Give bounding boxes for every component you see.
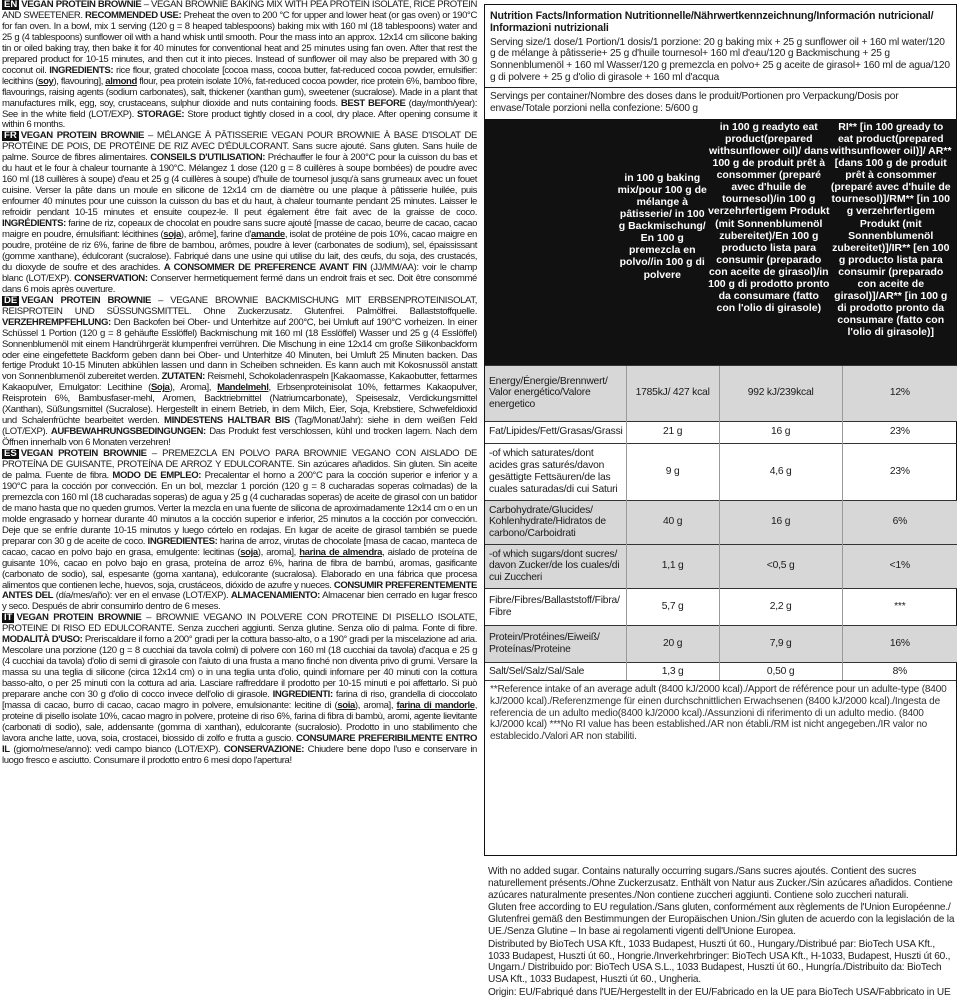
emphasis-text: MODALITÀ D'USO: [2, 634, 83, 646]
emphasis-text: INGREDIENTES: [147, 535, 218, 547]
nutrient-row [485, 625, 957, 662]
body-text: – VEGAN BROWNIE BAKING MIX WITH PEA PROTEIN ISOLATE, RICE PROTEIN AND SWEETENER. [2, 0, 477, 21]
body-text: ), flavouring], [53, 75, 106, 87]
body-text: Reismehl, Schokoladenraspeln [Kakaomasse, Kakaobutter, fettarmes Kakaopulver, Emulgator: Lecithine ( [2, 371, 477, 394]
body-text: ), aroma], [257, 546, 300, 558]
body-text: (JJ/MM/AA): voir le champ blanc (LOT/EXP). [2, 261, 477, 284]
nutrient-label: Protein/Protéines/Eiweiß/ Proteínas/Proteine [485, 625, 626, 662]
body-text: Das Produkt fest verschlossen, kühl und trocken lagern. Nach dem Öffnen innerhalb von 6 Monaten verzehren! [2, 426, 477, 449]
body-text: rice flour, grated chocolate [cocoa mass, cocoa butter, fat-reduced cocoa powder, emulsifier: lecithins ( [2, 64, 477, 87]
emphasis-text: INGREDIENTS: [49, 64, 114, 76]
nutrition-facts-box [484, 4, 957, 856]
nutrient-row [485, 365, 957, 421]
reference-intake-percent: <1% [842, 544, 957, 588]
statement-line: Distributed by BioTech USA Kft., 1033 Budapest, Huszti út 60., Hungary./Distribué par: BioTech USA Kft., 1033 Budapest, Huszti út 60., Hongrie./Inverkehrbringer: BioTech USA Kft., H-1033, Budapest, Huszti út 60., Ungarn./ Distribuido por: BioTech USA S.L., 1033 Budapest, Huszti út 60., Hungría./Distribuito da: BioTech USA Kft., 1033 Budapest, Huszti út 60., Ungheria. [488, 938, 951, 986]
instructions-paragraph-es [0, 449, 478, 613]
emphasis-text: harina de almendra [299, 546, 383, 558]
body-text: ), aroma], [354, 700, 397, 711]
additional-statements [488, 866, 958, 1000]
body-text: (Tag/Monat/Jahr): siehe in dem weißen Feld (LOT/EXP). [2, 415, 477, 438]
emphasis-text: farina di mandorle [396, 700, 475, 711]
statement-line: With no added sugar. Contains naturally occurring sugars./Sans sucres ajoutés. Contient des sucres naturellement présents./Ohne Zuckerzusatz. Enthält von Natur aus Zucker./Sin azúcares añadidos. Contiene azúcares naturalmente presentes./Non contiene zuccheri aggiunti. Contiene solo zuccheri naturali. [488, 866, 953, 901]
emphasis-text: VEGAN PROTEIN BROWNIE [20, 130, 145, 142]
body-text: Almacenar bien cerrado en lugar fresco y seco. Después de abrir consumirlo dentro de 6 meses. [2, 590, 477, 613]
body-text: – VEGANE BROWNIE BACKMISCHUNG MIT ERBSENPROTEINISOLAT, REISPROTEIN UND SÜSSUNGSMITTEL. Ohne Zuckerzusatz. Glutenfrei. Palmölfrei. Ballaststoffquelle. [2, 294, 477, 317]
nutrient-row [485, 500, 957, 544]
header-per-100g-mix: in 100 g baking mix/pour 100 g de mélange à pâtisserie/ in 100 g Backmischung/ En 100 g premezcla en polvo//in 100 g di polvere [617, 171, 707, 281]
emphasis-text: soja [163, 229, 181, 241]
emphasis-text: VEGAN PROTEIN BROWNIE [20, 448, 147, 460]
body-text: Chiudere bene dopo l'uso e conservare in luogo fresco e asciutto. Consumare il prodotto entro 6 mesi dopo l'apertura! [2, 743, 477, 766]
value-per-100g-ready: 16 g [719, 500, 842, 544]
serving-size: Serving size/1 dose/1 Portion/1 dosis/1 porzione: 20 g baking mix + 25 g sunflower oil + 160 ml water/120 g de mélange à pâtisserie+ 25 g d'huile tournesol+ 160 ml d'eau/120 g Backmischung + 25 g Sonnenblumenöl + 160 ml Wasser/120 g premezcla en polvo+ 25 g aceite de girasol+ 160 ml de agua/120 g di polvere + 25 g d'olio di girasole + 160 ml d'acqua [490, 36, 950, 83]
emphasis-text: A CONSOMMER DE PREFERENCE AVANT FIN [163, 261, 367, 273]
body-text: – BROWNIE VEGANO IN POLVERE CON PROTEINE DI PISELLO ISOLATE, PROTEINE DI RISO ED EDULCORANTE. Senza zuccheri aggiunti. Senza glutine. Senza olio di palma. Fonte di fibre. [2, 612, 478, 635]
value-per-100g-ready: 4,6 g [719, 443, 842, 500]
emphasis-text: MINDESTENS HALTBAR BIS [164, 415, 290, 427]
nutrient-label: Fibre/Fibres/Ballaststoff/Fibra/ Fibre [485, 588, 626, 625]
emphasis-text: ALMACENAMIENTO: [230, 590, 320, 602]
emphasis-text: BEST BEFORE [340, 97, 406, 109]
body-text: , isolat de protéine de pois 10%, cacao maigre en poudre, protéine de riz 6%, farine de fibre de bambou, arômes, poudre à lever (carbonates de sodium), sel, épaississant (gomme xanthane), édulcorant (sucralose). Fabriqué dans une usine qui utilise du lait, des œufs, du soja, des crustacés, du dioxyde de soufre et des arachides. [2, 229, 477, 273]
reference-intake-percent: 8% [842, 662, 957, 680]
nutrition-table [485, 365, 957, 681]
value-per-100g-mix: 9 g [626, 443, 719, 500]
body-text: ), Aroma], [169, 382, 218, 394]
emphasis-text: soia [337, 700, 355, 711]
value-per-100g-mix: 21 g [626, 421, 719, 443]
nutrient-row [485, 588, 957, 625]
value-per-100g-mix: 5,7 g [626, 588, 719, 625]
reference-intake-percent: 6% [842, 500, 957, 544]
emphasis-text: amande [251, 229, 285, 241]
reference-intake-percent: *** [842, 588, 957, 625]
body-text: ), arôme], farine d' [180, 229, 252, 241]
language-badge: EN [4, 0, 18, 10]
body-text: – PREMEZCLA EN POLVO PARA BROWNIE VEGANO CON AISLADO DE PROTEÍNA DE GUISANTE, PROTEÍNA DE ARROZ Y EDULCORANTE. Sin azúcares añadidos. Sin gluten. Sin aceite de palma. Fuente de fibra. [2, 448, 477, 481]
reference-intake-percent: 23% [842, 421, 957, 443]
emphasis-text: soja [240, 546, 258, 558]
value-per-100g-ready: <0,5 g [719, 544, 842, 588]
statement-line: Origin: EU/Fabriqué dans l'UE/Hergestellt in der EU/Fabricado en la UE para BioTech USA/Fabbricato in UE [488, 986, 951, 998]
multilingual-instructions [0, 0, 478, 961]
emphasis-text: CONSEILS D'UTILISATION: [150, 152, 266, 164]
language-badge: DE [4, 294, 18, 306]
language-badge: ES [4, 448, 17, 460]
statement-line: Gluten free according to EU regulation./Sans gluten, conformément aux règlements de l'Union Européenne./ Glutenfrei gemäß den Bestimmungen der Europäischen Union./Sin gluten de acuerdo con la legislación de la UE./Senza Glutine – In base ai regolamenti vigenti dell'Unione Europea. [488, 902, 955, 937]
language-badge: IT [4, 612, 13, 624]
value-per-100g-mix: 1,3 g [626, 662, 719, 680]
emphasis-text: VEGAN PROTEIN BROWNIE [21, 0, 142, 10]
value-per-100g-mix: 40 g [626, 500, 719, 544]
body-text: Conserver hermetiquement fermé dans un endroit frais et sec. Doit être consommé dans 6 mois après ouverture. [2, 272, 477, 295]
servings-per-container: Servings per container/Nombre des doses dans le produit/Portionen pro Verpackung/Dosis por envase/Totale porzioni nella confezione: 5/600 g [485, 87, 956, 114]
instructions-paragraph-en [0, 0, 478, 131]
nutrition-table-header [485, 119, 956, 365]
body-text: , aislado de proteína de guisante 10%, cacao en polvo bajo en grasa, proteína de arroz 6%, harina de fibra de bambú, aromas, gasificante (carbonato de sodio), sal, espesante (goma xantana), edulcorante (sucralosa). Elaborado en una fábrica que procesa alimentos que contienen leche, huevos, soja, crustáceos, dióxido de azufre y nueces. [2, 546, 477, 591]
nutrient-row [485, 662, 957, 680]
nutrient-label: Carbohydrate/Glucides/ Kohlenhydrate/Hidratos de carbono/Carboidrati [485, 500, 626, 544]
value-per-100g-ready: 992 kJ/239kcal [719, 365, 842, 421]
nutrient-label: Salt/Sel/Salz/Sal/Sale [485, 662, 626, 680]
body-text: Préchauffer le four à 200°C pour la cuisson du bas et du haut et le four à chaleur tournante à 190°C. Mélangez 1 dose (120 g = 8 cuillères à soupe bombées) de poudre avec 160 ml (18 cuillères à soupe) d'eau et 25 g (4 cuillères à soupe) d'huile de tournesol jusqu'à sans grumeaux avec un fouet cuisine. Verser la pâte dans un moule en silicone de 12x14 cm de diamètre ou une plaque à pâtisserie huilée, puis enfourner 40 minutes pour une cuisson la cuisson du bas et du haut, à chaleur tournante pendant 25 minutes. Laisser le refroidir pendant 10-15 minutes et ensuite coupez-le. Il peut également être fait avec de la graisse de coco. [2, 152, 477, 219]
nutrient-label: -of which saturates/dont acides gras saturés/davon gesättigte Fettsäuren/de las cuales saturadas/di cui Saturi [485, 443, 626, 500]
emphasis-text: Soja [150, 382, 170, 394]
nutrition-panel [484, 0, 960, 998]
body-text: Store product tightly closed in a cool, dry place. After opening consume it within 6 months. [2, 108, 477, 131]
value-per-100g-mix: 1785kJ/ 427 kcal [626, 365, 719, 421]
header-reference-intake: RI** [in 100 gready to eat product(prepared withsunflower oil)]/ AR** [dans 100 g de produit prêt à consommer (preparé avec d'huile de tournesol)]/RM** [in 100 g verzehrfertigem Produkt (mit Sonnenblumenöl zubereitet)]/IR** [en 100 g producto lista para consumir (preparado con aceite de girasol)]/AR** [in 100 g di prodotto pronto da consumare (fatto con l'olio di girasole)] [830, 120, 952, 339]
header-blank [485, 119, 616, 365]
emphasis-text: ZUTATEN: [161, 371, 205, 383]
emphasis-text: VERZEHREMPFEHLUNG: [2, 316, 111, 328]
emphasis-text: VEGAN PROTEIN BROWNIE [21, 294, 151, 306]
value-per-100g-mix: 1,1 g [626, 544, 719, 588]
emphasis-text: soy [38, 75, 54, 87]
emphasis-text: CONSERVATION: [74, 272, 148, 284]
instructions-paragraph-fr [0, 131, 478, 295]
nutrient-row [485, 544, 957, 588]
body-text: Den Backofen bei Ober- und Unterhitze auf 200°C, bei Umluft auf 190°C vorheizen. In einer Schüssel 1 Portion (120 g = 8 gehäufte Esslöffel) Backmischung mit 160 ml (18 Esslöffel) Wasser und 25 g (4 Esslöffel) Sonnenblumenöl mit einem Handrührgerät klumpenfrei verrühren. Die Mischung in eine 12x14 cm große Silikonbackform oder eine eingefettete Backform geben dann bei Ober- und Unterhitze 40 Minuten, bei Umluft 25 Minuten backen. Das fertige Produkt 10-15 Minuten abkühlen lassen und dann in Scheiben schneiden. Es kann auch mit Kokosnussöl anstatt von Sonnenblumenöl zubereitet werden. [2, 316, 477, 383]
nutrient-row [485, 421, 957, 443]
emphasis-text: CONSUMARE PREFERIBILMENTE ENTRO IL [2, 732, 477, 755]
emphasis-text: Mandelmehl [217, 382, 269, 394]
value-per-100g-mix: 20 g [626, 625, 719, 662]
body-text: – MÉLANGE À PÂTISSERIE VEGAN POUR BROWNIE À BASE D'ISOLAT DE PROTÉINE DE POIS, DE PROTÉINE DE RIZ AVEC D'ÉDULCORANT. Sans sucre ajouté. Sans gluten. Sans huile de palme. Source de fibres alimentaires. [2, 130, 477, 164]
body-text: (día/mes/año): ver en el envase (LOT/EXP). [53, 590, 231, 602]
nutrient-label: -of which sugars/dont sucres/ davon Zucker/de los cuales/di cui Zuccheri [485, 544, 626, 588]
instructions-paragraph-de [0, 296, 478, 449]
nutrient-label: Fat/Lipides/Fett/Grasas/Grassi [485, 421, 626, 443]
emphasis-text: STORAGE: [137, 108, 185, 120]
body-text: harina de arroz, virutas de chocolate [masa de cacao, manteca de cacao, cacao en polvo bajo en grasa, emulgente: lecitinas ( [2, 535, 478, 558]
nutrient-label: Energy/Énergie/Brennwert/ Valor energético/Valore energetico [485, 365, 626, 421]
header-per-100g-ready: in 100 g readyto eat product(prepared withsunflower oil)/ dans 100 g de produit prêt à consommer (preparé avec d'huile de tournesol)/in 100 g verzehrfertigem Produkt (mit Sonnenblumenöl zubereitet)/En 100 g producto lista para consumir (preparado con aceite de girasol)/in 100 g di prodotto pronto da consumare (fatto con l'olio di girasole) [708, 120, 830, 315]
body-text: farina di riso, grandella di cioccolato [massa di cacao, burro di cacao, cacao magro in polvere, emulsionante: lecitine di ( [2, 689, 477, 711]
value-per-100g-ready: 7,9 g [719, 625, 842, 662]
value-per-100g-ready: 0,50 g [719, 662, 842, 680]
emphasis-text: AUFBEWAHRUNGSBEDINGUNGEN: [50, 426, 206, 438]
body-text: , Erbsenproteinisolat 10%, fettarmes Kakaopulver, Reisprotein 6%, Bambusfaser-mehl, Aromen, Backtriebmittel (Natriumcarbonate), Speisesalz, Verdickungsmittel (Xanthan), Süßungsmittel (Sucralose). Hergestellt in einem Betrieb, in dem Milch, Eier, Soja, Krebstiere, Schwefeldioxid und Schalenfrüchte bearbeitet werden. [2, 382, 477, 427]
value-per-100g-ready: 2,2 g [719, 588, 842, 625]
body-text: , proteine di pisello isolate 10%, cacao magro in polvere, proteine di riso 6%, farina di fibra di bambù, aromi, agente lievitante (carbonati di sodio), sale, addensante (gomma di xanthan), edulcorante (sucralosio). Prodotto in uno stabilimento che lavora anche latte, uova, soia, crostacei, biossido di zolfo e frutta a guscio. [2, 700, 478, 744]
body-text: (day/month/year): See in the white field (LOT/EXP). [2, 97, 477, 120]
nutrient-row [485, 443, 957, 500]
value-per-100g-ready: 16 g [719, 421, 842, 443]
reference-intake-percent: 23% [842, 443, 957, 500]
emphasis-text: almond [105, 75, 137, 87]
emphasis-text: INGRÉDIENTS: [2, 218, 66, 230]
reference-intake-footnote: **Reference intake of an average adult (8400 kJ/2000 kcal)./Apport de référence pour un adulte-type (8400 kJ/2000 kcal)./Referenzmenge für einen durchschnittlichen Erwachsenen (8400 kJ/2000 kcal)./Ingesta de referencia de un adulto medio(8400 kJ/2000 kcal)./Assunzioni di riferimento di un adulto medio. (8400 kJ/2000 kcal) ***No RI value has been established./AR non établi./RM ist nicht angegeben./IR valor no establecido./Valori AR non stabiliti. [485, 680, 956, 743]
body-text: (giorno/mese/anno): vedi campo bianco (LOT/EXP). [9, 743, 224, 755]
reference-intake-percent: 16% [842, 625, 957, 662]
body-text: Preriscaldare il forno a 200° gradi per la cottura basso-alto, o a 190° gradi per la miscelazione ad aria. Mescolare una porzione (120 g = 8 cucchiai da tavola colmi) di polvere con 160 ml (18 cucchiai da tavola) d'acqua e 25 g (4 cucchiai da tavola) d'olio di semi di girasole con l'aiuto di una frusta a mano finché non diventa privo di grumi. Versare la massa su una teglia di silicone (circa 12x14 cm) o in una teglia unta d'olio, quindi infornare per 40 minuti con la cottura basso-alto, o per 25 minuti con la cottura ad aria. Lasciare raffreddare il prodotto per 10-15 minuti e poi affettarlo. Si può preparare anche con 30 g d'olio di cocco invece dell'olio di girasole. [2, 634, 477, 701]
body-text: Preheat the oven to 200 °C for upper and lower heat (or gas oven) or 190°C for fan oven. In a bowl, mix 1 serving (120 g = 8 heaped tablespoons) baking mix with 160 ml (18 tablespoons) water and 25 g (4 tablespoons) sunflower oil with a hand whisk until smooth. Pour the mass into an approx. 12x14 cm silicone baking tin or oiled baking tray, then bake it for 40 minutes for conventional heat and 25 minutes using fan oven. After that rest the prepared product for 10-15 minutes, and then cut it into pieces. Instead of sunflower oil may also be prepared with 30 g coconut oil. [2, 9, 477, 76]
emphasis-text: INGREDIENTI: [272, 689, 333, 701]
emphasis-text: MODO DE EMPLEO: [112, 469, 202, 481]
emphasis-text: CONSUMIR PREFERENTEMENTE ANTES DEL [2, 579, 478, 602]
body-text: Precalentar el horno a 200°C para la cocción superior e inferior y a 190°C para la cocción por convección. En un bol, mezclar 1 porción (120 g = 8 cucharadas soperas colmadas) de la premezcla con 160 ml (18 cucharadas soperas) de agua y 25 g (4 cucharadas soperas) de aceite de girasol con un batidor de mano hasta que no queden grumos. Verter la mezcla en una fuente de silicona de aproximadamente 12x14 cm o en un molde engrasado y hornear durante 40 minutos a la cocción superior e inferior, 25 minutos a la cocción por convección. Deje que se enfríe durante 10-15 minutos y luego córtelo en rodajas. En lugar de aceite de girasol también se puede preparar con 30 g de aceite de coco. [2, 469, 478, 547]
language-badge: FR [4, 130, 17, 142]
emphasis-text: VEGAN PROTEIN BROWNIE [16, 612, 142, 624]
nutrition-title: Nutrition Facts/Information Nutritionnelle/Nährwertkennzeichnung/Información nutricional/ Informazioni nutrizionali [490, 10, 934, 35]
emphasis-text: CONSERVAZIONE: [223, 743, 305, 755]
body-text: farine de riz, copeaux de chocolat en poudre sans sucre ajouté [masse de cacao, beurre de cacao, cacao maigre en poudre, émulsifiant: lécithines ( [2, 218, 477, 241]
body-text: flour, pea protein isolate 10%, fat-reduced cocoa powder, rice protein 6%, bamboo fibre, flavourings, raising agents (sodium carbonates), salt, thickener (xanthan gum), sweetener (sucralose). Made in a plant that manufactures milk, egg, soy, crustaceans, sulphur dioxide and nuts containing foods. [2, 75, 477, 109]
instructions-paragraph-it [0, 613, 478, 766]
emphasis-text: RECOMMENDED USE: [84, 9, 182, 21]
reference-intake-percent: 12% [842, 365, 957, 421]
